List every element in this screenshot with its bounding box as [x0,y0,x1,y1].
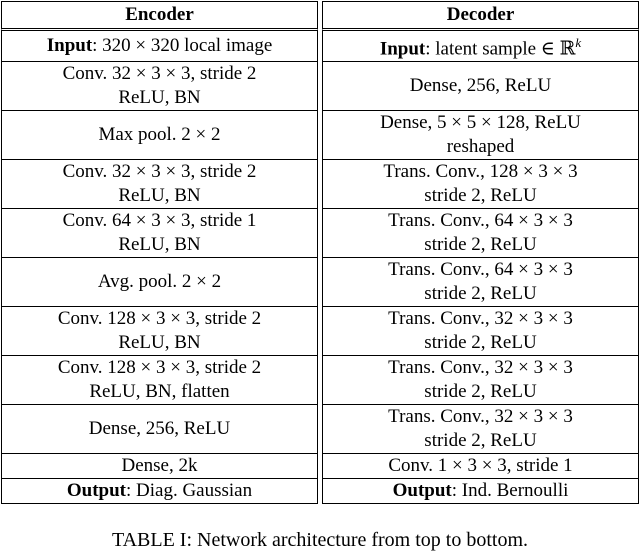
encoder-cell [1,62,318,111]
encoder-cell [1,160,318,209]
encoder-cell-line: Conv. 128 × 3 × 3, stride 2 [57,308,262,330]
encoder-cell-line: ReLU, BN [118,234,201,256]
decoder-cell-line: Trans. Conv., 64 × 3 × 3 [388,259,573,281]
decoder-cell [322,307,639,356]
decoder-cell-line: Trans. Conv., 32 × 3 × 3 [388,308,573,330]
decoder-cell-line: stride 2, ReLU [424,185,537,207]
decoder-cell-line: reshaped [446,136,515,158]
encoder-cell [1,209,318,258]
decoder-cell [322,111,639,160]
decoder-cell [322,62,639,111]
encoder-cell [1,258,318,307]
encoder-cell-line: ReLU, BN [118,332,201,354]
table-row [1,454,639,479]
encoder-cell-line: Conv. 128 × 3 × 3, stride 2 [57,357,262,379]
encoder-cell-line: ReLU, BN, flatten [89,381,230,403]
encoder-cell [1,111,318,160]
encoder-input-label: Input [46,35,93,57]
decoder-input-superscript: k [575,35,582,50]
decoder-output [322,479,639,504]
encoder-cell [1,307,318,356]
decoder-cell [322,454,639,479]
decoder-cell-line: Dense, 5 × 5 × 128, ReLU [380,112,581,134]
decoder-cell-line: Trans. Conv., 64 × 3 × 3 [388,210,573,232]
table-row [1,209,639,258]
encoder-output-value: : Diag. Gaussian [126,480,253,502]
decoder-cell-line: Conv. 1 × 3 × 3, stride 1 [388,455,573,477]
encoder-cell-line: ReLU, BN [118,185,201,207]
decoder-output-label: Output [392,480,452,502]
encoder-cell-line: Conv. 64 × 3 × 3, stride 1 [62,210,257,232]
decoder-cell-line: Dense, 256, ReLU [409,75,552,97]
decoder-cell [322,356,639,405]
encoder-cell [1,405,318,454]
decoder-cell-line: stride 2, ReLU [424,332,537,354]
table-body [1,1,639,504]
decoder-input [322,31,639,62]
encoder-cell [1,454,318,479]
table-row [1,160,639,209]
encoder-cell-line: Conv. 32 × 3 × 3, stride 2 [62,161,257,183]
table-row [1,111,639,160]
table-row [1,62,639,111]
encoder-cell-line: ReLU, BN [118,87,201,109]
input-row [1,31,639,62]
table-row [1,405,639,454]
decoder-cell-line: stride 2, ReLU [424,430,537,452]
table-row [1,356,639,405]
decoder-cell-line: Trans. Conv., 32 × 3 × 3 [388,357,573,379]
encoder-cell-line: Dense, 256, ReLU [88,418,231,440]
table-row [1,258,639,307]
encoder-cell-line: Avg. pool. 2 × 2 [97,271,222,293]
encoder-output-label: Output [66,480,126,502]
decoder-cell [322,258,639,307]
encoder-cell-line: Conv. 32 × 3 × 3, stride 2 [62,63,257,85]
decoder-cell-line: Trans. Conv., 32 × 3 × 3 [388,406,573,428]
decoder-header: Decoder [322,1,639,31]
decoder-input-label: Input [379,38,426,60]
table-row [1,307,639,356]
decoder-cell-line: stride 2, ReLU [424,381,537,403]
encoder-input-value: : 320 × 320 local image [92,35,273,57]
decoder-cell [322,160,639,209]
decoder-cell-line: Trans. Conv., 128 × 3 × 3 [383,161,578,183]
encoder-cell-line: Dense, 2k [121,455,198,477]
header-row [1,1,639,31]
decoder-cell-line: stride 2, ReLU [424,234,537,256]
output-row [1,479,639,504]
encoder-cell [1,356,318,405]
encoder-cell-line: Max pool. 2 × 2 [98,124,221,146]
decoder-cell [322,209,639,258]
table-caption: TABLE I: Network architecture from top to bottom. [111,529,529,551]
encoder-output [1,479,318,504]
decoder-cell [322,405,639,454]
encoder-header: Encoder [1,1,318,31]
decoder-cell-line: stride 2, ReLU [424,283,537,305]
decoder-output-value: : Ind. Bernoulli [451,480,569,502]
decoder-input-value: : latent sample ∈ ℝ [425,38,576,60]
architecture-table [1,1,639,504]
encoder-input [1,31,318,62]
